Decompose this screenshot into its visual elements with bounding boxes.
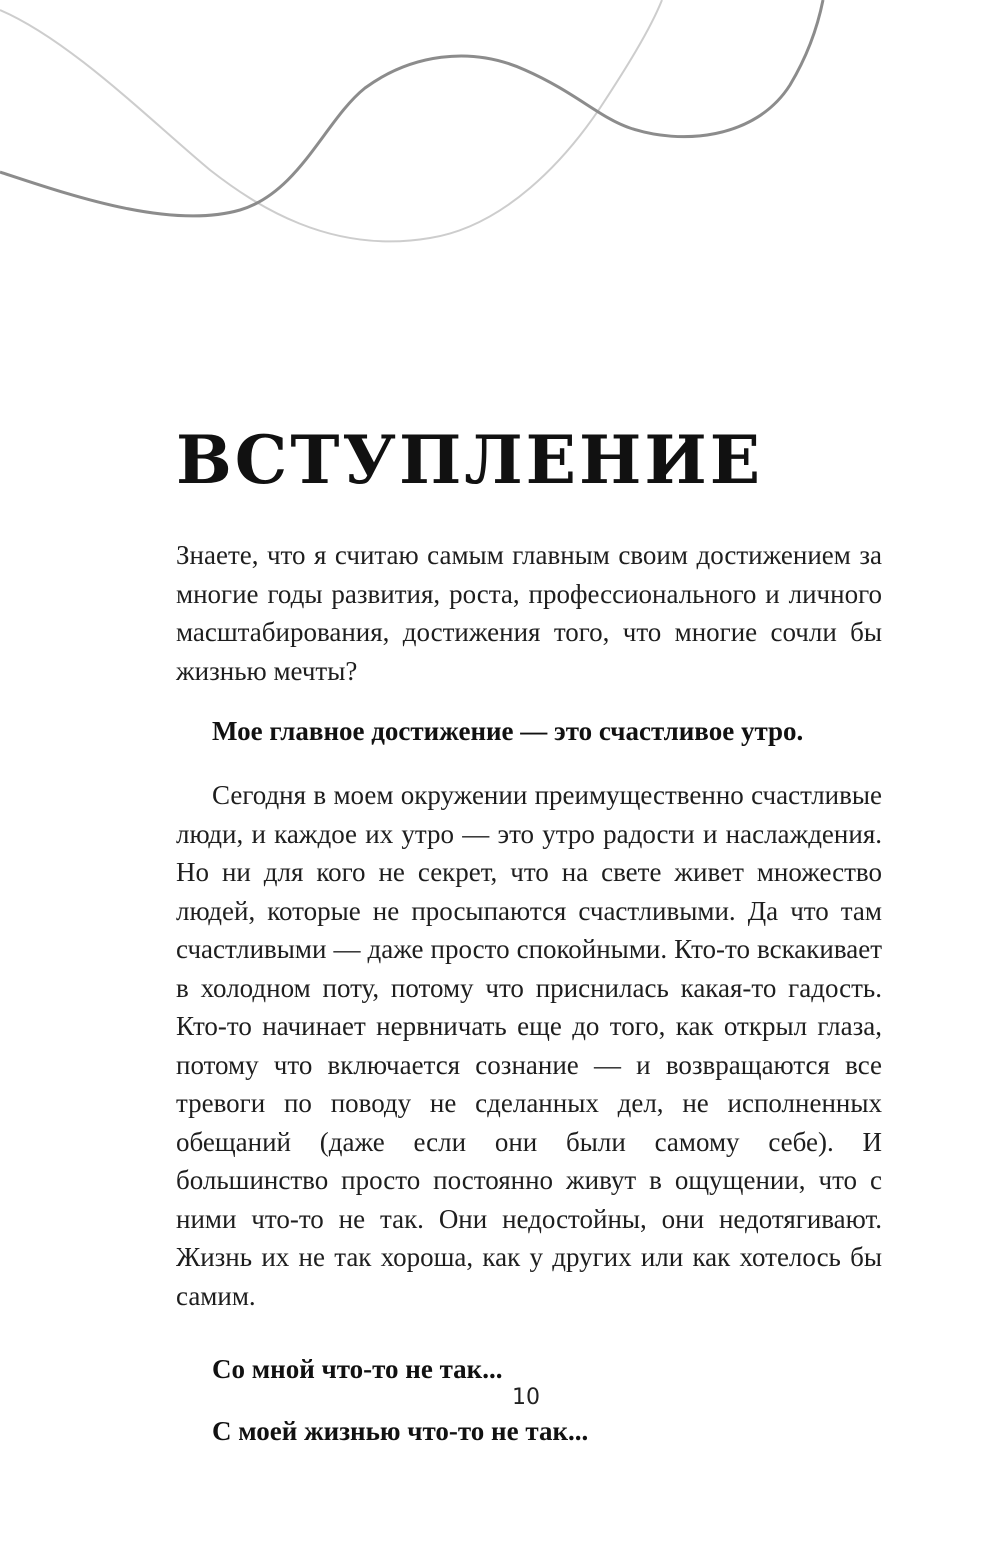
intro-paragraph: Знаете, что я считаю самым главным своим достижением за многие годы развития, роста, профессионального и личного масштабирования, достижения того, что многие сочли бы жизнью мечты? (176, 540, 882, 686)
chapter-title: ВСТУПЛЕНИЕ (176, 421, 764, 499)
body-paragraph: Сегодня в моем окружении преимущественно счастливые люди, и каждое их утро — это утро радости и наслаждения. Но ни для кого не секрет, что на свете живет множество людей, которые не просыпаются счастливыми. Да что там счастливыми — даже просто спокойными. Кто-то вскакивает в холодном поту, потому что приснилась какая-то гадость. Кто-то начинает нервничать еще до того, как открыл глаза, потому что включается сознание — и возвращаются все тревоги по поводу не сделанных дел, не исполненных обещаний (даже если они были самому себе). И большинство просто постоянно живут в ощущении, что с ними что-то не так. Они недостойны, они недотягивают. Жизнь их не так хороша, как у других или как хотелось бы самим. (176, 780, 882, 1311)
thought-line-2: С моей жизнью что-то не так... (212, 1416, 589, 1446)
thought-line-1: Со мной что-то не так... (212, 1354, 503, 1384)
dark-wave-curve (0, 0, 823, 216)
chapter-content (176, 420, 882, 1450)
main-achievement-statement: Мое главное достижение — это счастливое утро. (212, 716, 804, 746)
decorative-wave-lines (0, 0, 1000, 260)
page-number: 10 (512, 1385, 540, 1410)
light-wave-curve (0, 0, 662, 241)
